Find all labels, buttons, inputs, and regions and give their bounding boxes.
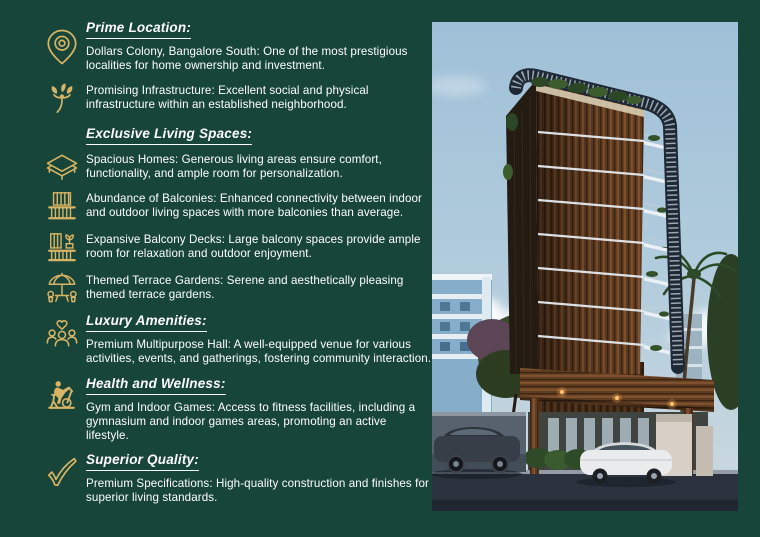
growth-sapling-icon xyxy=(38,82,86,114)
feature-row-spacious-homes xyxy=(38,153,434,181)
community-heart-icon xyxy=(38,316,86,350)
building-photo xyxy=(432,22,738,511)
feature-row-balconies xyxy=(38,190,434,222)
terrace-umbrella-icon xyxy=(38,272,86,304)
feature-text: Spacious Homes: Generous living areas ensure comfort, functionality, and ample room for personalization. xyxy=(86,153,382,181)
feature-row-prime-location xyxy=(38,20,434,73)
section-heading: Luxury Amenities: xyxy=(86,313,432,332)
feature-text: Dollars Colony, Bangalore South: One of the most prestigious localities for home ownership and investment. xyxy=(86,45,408,73)
feature-row-superior-quality xyxy=(38,452,434,505)
feature-row-infrastructure xyxy=(38,82,434,114)
feature-text: Abundance of Balconies: Enhanced connectivity between indoor and outdoor living spaces with more balconies than average. xyxy=(86,192,423,220)
feature-row-balcony-decks xyxy=(38,231,434,263)
building-photo-illustration xyxy=(432,22,738,511)
section-heading: Superior Quality: xyxy=(86,452,432,471)
feature-text: Themed Terrace Gardens: Serene and aesthetically pleasing themed terrace gardens. xyxy=(86,274,404,302)
section-heading: Prime Location: xyxy=(86,20,432,39)
feature-text: Promising Infrastructure: Excellent social and physical infrastructure within an established neighborhood. xyxy=(86,84,369,112)
feature-text: Gym and Indoor Games: Access to fitness facilities, including a gymnasium and indoor games areas, promoting an active lifestyle. xyxy=(86,400,416,442)
feature-text: Premium Specifications: High-quality construction and finishes for superior living standards. xyxy=(86,476,429,504)
section-heading: Exclusive Living Spaces: xyxy=(86,126,432,145)
feature-text: Expansive Balcony Decks: Large balcony spaces provide ample room for relaxation and outdoor enjoyment. xyxy=(86,233,421,261)
feature-row-exclusive-living xyxy=(38,126,434,145)
feature-row-terrace-gardens xyxy=(38,272,434,304)
balcony-railing-icon xyxy=(38,190,86,222)
feature-row-health-wellness xyxy=(38,376,434,443)
exercise-bike-icon xyxy=(38,379,86,411)
checkmark-icon xyxy=(38,455,86,489)
feature-row-luxury-amenities xyxy=(38,313,434,366)
location-pin-icon xyxy=(38,28,86,66)
floor-plate-icon xyxy=(38,153,86,181)
features-list xyxy=(38,20,434,514)
feature-text: Premium Multipurpose Hall: A well-equipped venue for various activities, events, and gatherings, fostering community interaction. xyxy=(86,338,432,366)
section-heading: Health and Wellness: xyxy=(86,376,432,395)
balcony-plant-icon xyxy=(38,231,86,263)
